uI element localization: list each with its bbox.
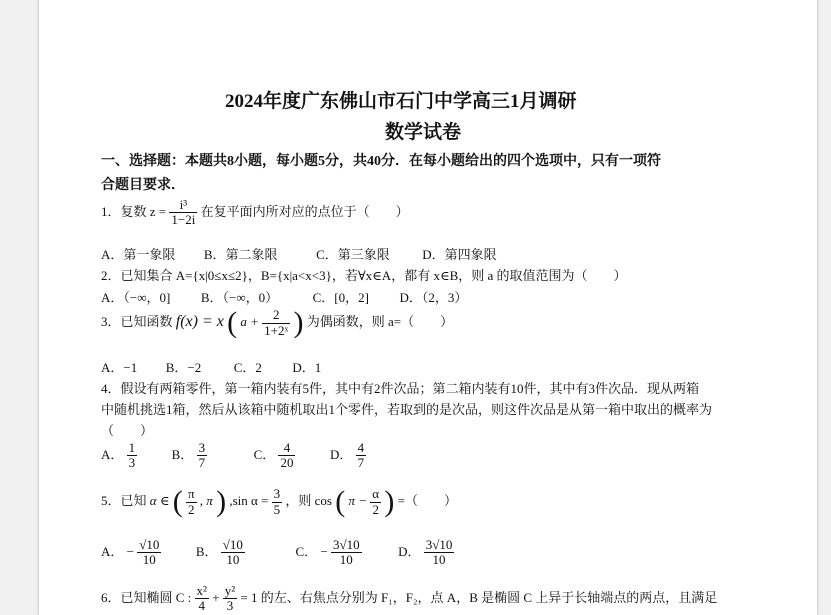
q5-option-b-num: √10	[222, 537, 243, 552]
q5-alpha-num: α	[372, 486, 380, 502]
q6-x-num: x²	[196, 583, 207, 598]
section-heading-line1: 一、选择题：本题共8小题，每小题5分，共40分．在每小题给出的四个选项中，只有一项符	[101, 154, 661, 169]
q4-option-a-label: A．	[101, 446, 124, 462]
q4-option-b	[171, 440, 211, 471]
q1-prefix: 1．复数 z =	[101, 203, 167, 219]
q6-suffix: = 1 的左、右焦点分别为 F₁，F₂，点 A，B 是椭圆 C 上异于长轴端点的两点，且满足	[240, 589, 718, 605]
q1-fraction	[169, 198, 197, 228]
q6-prefix: 6．已知椭圆 C :	[101, 589, 192, 605]
q4-option-b-den: 7	[198, 455, 206, 471]
question-4-line1: 4．假设有两箱零件，第一箱内装有5件，其中有2件次品；第二箱内装有10件，其中有3件次品．现从两箱	[101, 381, 700, 396]
q3-inner-a: a +	[240, 313, 259, 329]
q5-option-a-label: A．	[101, 543, 124, 559]
q4-option-b-num: 3	[198, 440, 206, 455]
q5-pi-tail: , π	[199, 492, 213, 508]
q5-cos-inner: π −	[348, 492, 368, 508]
q5-options	[101, 538, 454, 568]
q3-options	[101, 357, 321, 376]
question-4-line2: 中随机挑选1箱，然后从该箱中随机取出1个零件，若取到的是次品，则这件次品是从第一箱中取出的概率为	[101, 402, 713, 417]
q2-option-b: B．（−∞，0）	[200, 290, 279, 305]
q2-option-a: A．（−∞，0]	[101, 290, 171, 305]
q1-denominator: 1−2i	[171, 212, 196, 228]
q3-numerator: 2	[262, 308, 290, 323]
document-subtitle: 数学试卷	[385, 122, 462, 143]
q3-prefix: 3．已知函数	[101, 313, 173, 329]
q1-suffix: 在复平面内所对应的点位于（ ）	[200, 203, 409, 219]
q4-option-d-den: 7	[357, 455, 365, 471]
q5-pi-den: 2	[188, 501, 195, 517]
question-1	[101, 198, 409, 228]
q5-option-d-label: D．	[398, 543, 421, 559]
q4-option-b-label: B．	[171, 446, 194, 462]
q5-sin-num: 3	[273, 486, 281, 502]
q4-option-a-den: 3	[128, 455, 136, 471]
q5-option-d-den: 10	[432, 552, 446, 568]
q1-option-d: D．第四象限	[422, 247, 497, 262]
q6-y-num: y²	[224, 583, 236, 598]
q3-suffix: 为偶函数，则 a=（ ）	[306, 313, 454, 329]
q5-option-b	[195, 537, 248, 568]
q3-fraction	[262, 308, 290, 338]
q5-alpha-den: 2	[372, 501, 379, 517]
q1-option-c: C．第三象限	[316, 247, 390, 262]
q5-option-b-den: 10	[226, 552, 240, 568]
q5-suffix: =（ ）	[397, 492, 457, 508]
q2-option-d: D．（2，3）	[399, 290, 468, 305]
q2-options	[101, 287, 467, 306]
question-3	[101, 308, 453, 338]
q5-right-paren: )	[216, 485, 227, 518]
q5-pi-num: π	[187, 486, 195, 502]
q5-prefix: 5．已知	[101, 492, 147, 508]
q1-numerator: i³	[169, 198, 197, 213]
q5-then: ，则	[285, 492, 312, 508]
question-2: 2．已知集合 A={x|0≤x≤2}，B={x|a<x<3}，若∀x∈A，都有 x∈B，则 a 的取值范围为（ ）	[101, 268, 627, 283]
q4-option-d-label: D．	[329, 446, 353, 462]
q5-option-a	[101, 537, 165, 568]
document-page	[38, 0, 818, 615]
q5-option-d-num: 3√10	[425, 537, 453, 552]
q5-option-c-sign: −	[320, 543, 328, 559]
q5-cos-left-paren: (	[335, 485, 346, 518]
question-5	[101, 487, 457, 517]
q4-option-c-num: 4	[278, 441, 295, 456]
q5-option-b-label: B．	[195, 543, 218, 559]
q3-option-b: B．−2	[165, 360, 202, 375]
question-4-line3: （ ）	[101, 423, 154, 438]
q5-sin-text: ,sin α =	[229, 492, 269, 508]
q5-left-paren: (	[172, 485, 183, 518]
q1-options	[101, 244, 497, 263]
q5-option-d	[398, 537, 454, 568]
q3-right-paren: )	[293, 306, 304, 339]
q6-x-den: 4	[198, 598, 205, 614]
q4-options	[101, 441, 366, 471]
q3-left-paren: (	[227, 306, 238, 339]
q5-option-c-label: C．	[295, 543, 318, 559]
q4-option-c-den: 20	[280, 455, 294, 471]
question-6	[101, 584, 717, 614]
q5-option-c	[295, 537, 364, 568]
q5-option-c-num: 3√10	[332, 537, 360, 552]
q4-option-a	[101, 440, 140, 471]
q3-option-c: C．2	[233, 360, 262, 375]
q5-cos-text: cos	[314, 492, 332, 508]
q2-option-c: C．[0，2]	[312, 290, 369, 305]
q4-option-a-num: 1	[128, 440, 136, 455]
document-title: 2024年度广东佛山市石门中学高三1月调研	[225, 91, 577, 112]
q5-option-a-den: 10	[142, 552, 156, 568]
q3-option-a: A．−1	[101, 360, 138, 375]
q4-option-c	[253, 440, 299, 471]
q4-option-d	[329, 440, 366, 471]
q4-option-d-num: 4	[357, 440, 365, 455]
q5-option-a-sign: −	[126, 543, 134, 559]
q5-sin-den: 5	[273, 501, 281, 517]
q3-function: f(x) = x	[175, 312, 224, 330]
q3-option-d: D．1	[292, 360, 322, 375]
q6-y-den: 3	[226, 598, 234, 614]
q5-option-a-num: √10	[139, 537, 160, 552]
q1-option-b: B．第二象限	[203, 247, 278, 262]
q3-denominator: 1+2ˣ	[264, 322, 289, 338]
section-heading-line2: 合题目要求．	[101, 178, 185, 193]
q5-cos-right-paren: )	[384, 485, 395, 518]
q4-option-c-label: C．	[253, 446, 276, 462]
q6-plus: +	[212, 589, 220, 605]
q1-option-a: A．第一象限	[101, 247, 176, 262]
q5-alpha-in: α ∈	[149, 492, 170, 508]
q5-option-c-den: 10	[339, 552, 353, 568]
